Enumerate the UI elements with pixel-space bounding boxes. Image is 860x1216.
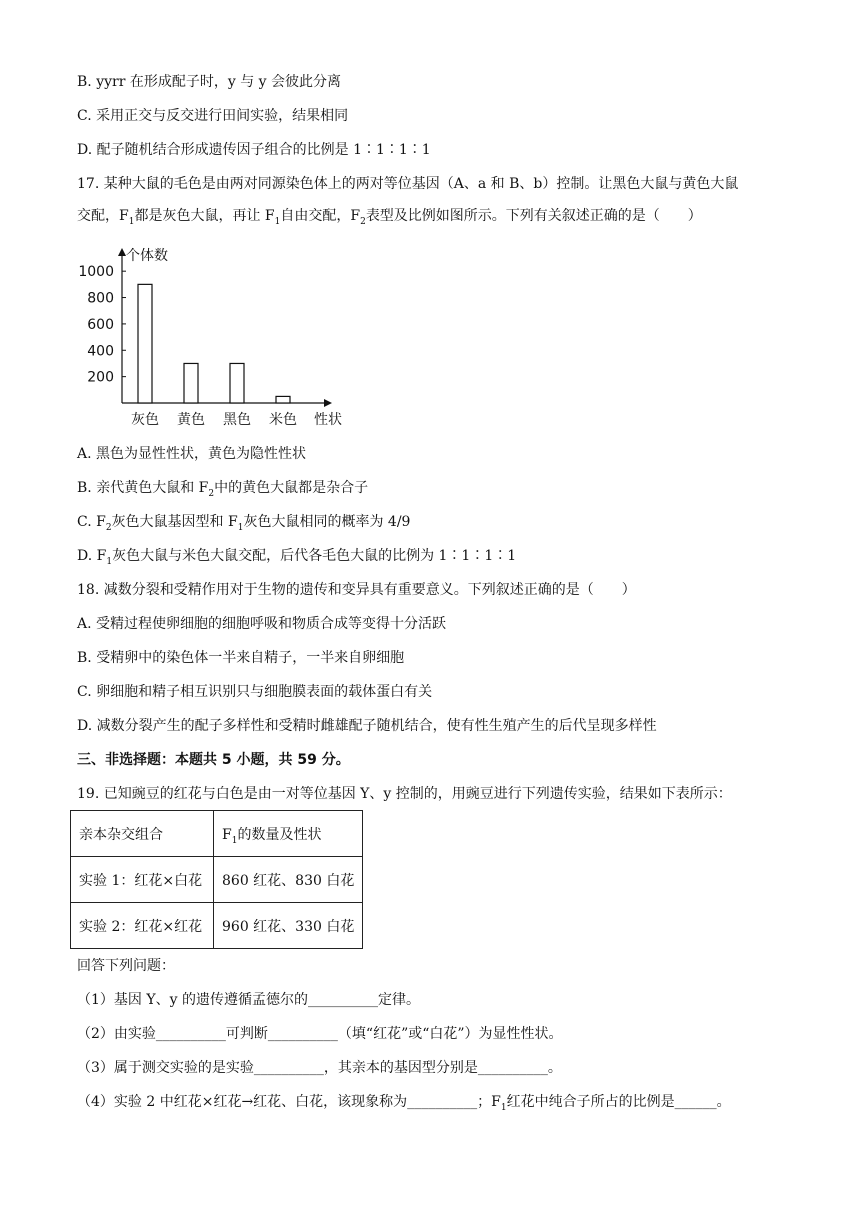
q18-option-c: C. 卵细胞和精子相互识别只与细胞膜表面的载体蛋白有关 [77,684,433,700]
q16-option-d: D. 配子随机结合形成遗传因子组合的比例是 1∶1∶1∶1 [77,142,431,158]
y-tick-label: 200 [87,369,114,386]
q16-option-b: B. yyrr 在形成配子时，y 与 y 会彼此分离 [77,74,342,90]
x-category-label: 米色 [269,412,297,428]
q17-stem-line2: 交配，$F_1$都是灰色大鼠，再让 $F_1$自由交配，$F_2$表型及比例如图所示。下列有关叙述正确的是（ ） [77,208,702,227]
x-axis-arrow-icon [324,399,332,407]
q19-sub2: （2）由实验__________可判断__________（填“红花”或“白花”）为显性性状。 [77,1026,563,1042]
table-header-cell: $F_1$的数量及性状 [214,811,363,857]
q17-option-d: D. $F_1$灰色大鼠与米色大鼠交配，后代各毛色大鼠的比例为 1∶1∶1∶1 [77,548,517,567]
q18-option-d: D. 减数分裂产生的配子多样性和受精时雌雄配子随机结合，使有性生殖产生的后代呈现多样性 [77,718,657,734]
q18-option-b: B. 受精卵中的染色体一半来自精子，一半来自卵细胞 [77,650,405,666]
q19-sub1: （1）基因 Y、y 的遗传遵循孟德尔的__________定律。 [77,992,420,1008]
y-tick-label: 800 [87,290,114,307]
bar [184,363,198,403]
x-category-label: 黑色 [223,412,251,428]
section-heading: 三、非选择题：本题共 5 小题，共 59 分。 [77,752,350,768]
q17-option-c: C. $F_2$灰色大鼠基因型和 $F_1$灰色大鼠相同的概率为 4/9 [77,514,411,533]
table-row [71,903,363,949]
q17-option-b: B. 亲代黄色大鼠和 $F_2$中的黄色大鼠都是杂合子 [77,480,369,499]
table-header-row [71,811,363,857]
bar-chart [74,240,354,436]
q17-stem-line1: 17. 某种大鼠的毛色是由两对同源染色体上的两对等位基因（A、a 和 B、b）控制。让黑色大鼠与黄色大鼠 [77,176,739,192]
q19-sub4: （4）实验 2 中红花×红花→红花、白花，该现象称为__________；$F_1$红花中纯合子所占的比例是______。 [77,1094,731,1113]
q19-sub3: （3）属于测交实验的是实验__________，其亲本的基因型分别是__________。 [77,1060,562,1076]
table-cell: 860 红花、830 白花 [214,857,363,903]
q18-option-a: A. 受精过程使卵细胞的细胞呼吸和物质合成等变得十分活跃 [77,616,447,632]
q18-stem: 18. 减数分裂和受精作用对于生物的遗传和变异具有重要意义。下列叙述正确的是（ ） [77,582,636,598]
table-cell: 实验 2：红花×红花 [71,903,214,949]
y-tick-label: 1000 [78,264,114,281]
q19-prompt: 回答下列问题： [77,958,175,974]
y-tick-label: 400 [87,343,114,360]
bar [230,363,244,403]
results-table [70,810,363,949]
y-tick-label: 600 [87,316,114,333]
table-row [71,857,363,903]
q17-option-a: A. 黑色为显性性状，黄色为隐性性状 [77,446,307,462]
bar [276,396,290,403]
q16-option-c: C. 采用正交与反交进行田间实验，结果相同 [77,108,349,124]
bar [138,284,152,403]
y-axis-label: 个体数 [126,248,168,264]
table-cell: 960 红花、330 白花 [214,903,363,949]
table-header-cell: 亲本杂交组合 [71,811,214,857]
q19-stem: 19. 已知豌豆的红花与白色是由一对等位基因 Y、y 控制的，用豌豆进行下列遗传实验，结果如下表所示： [77,786,732,802]
x-category-label: 灰色 [131,412,159,428]
table-cell: 实验 1：红花×白花 [71,857,214,903]
x-category-label: 黄色 [177,412,205,428]
x-axis-label: 性状 [314,412,342,428]
y-axis-arrow-icon [118,248,126,256]
